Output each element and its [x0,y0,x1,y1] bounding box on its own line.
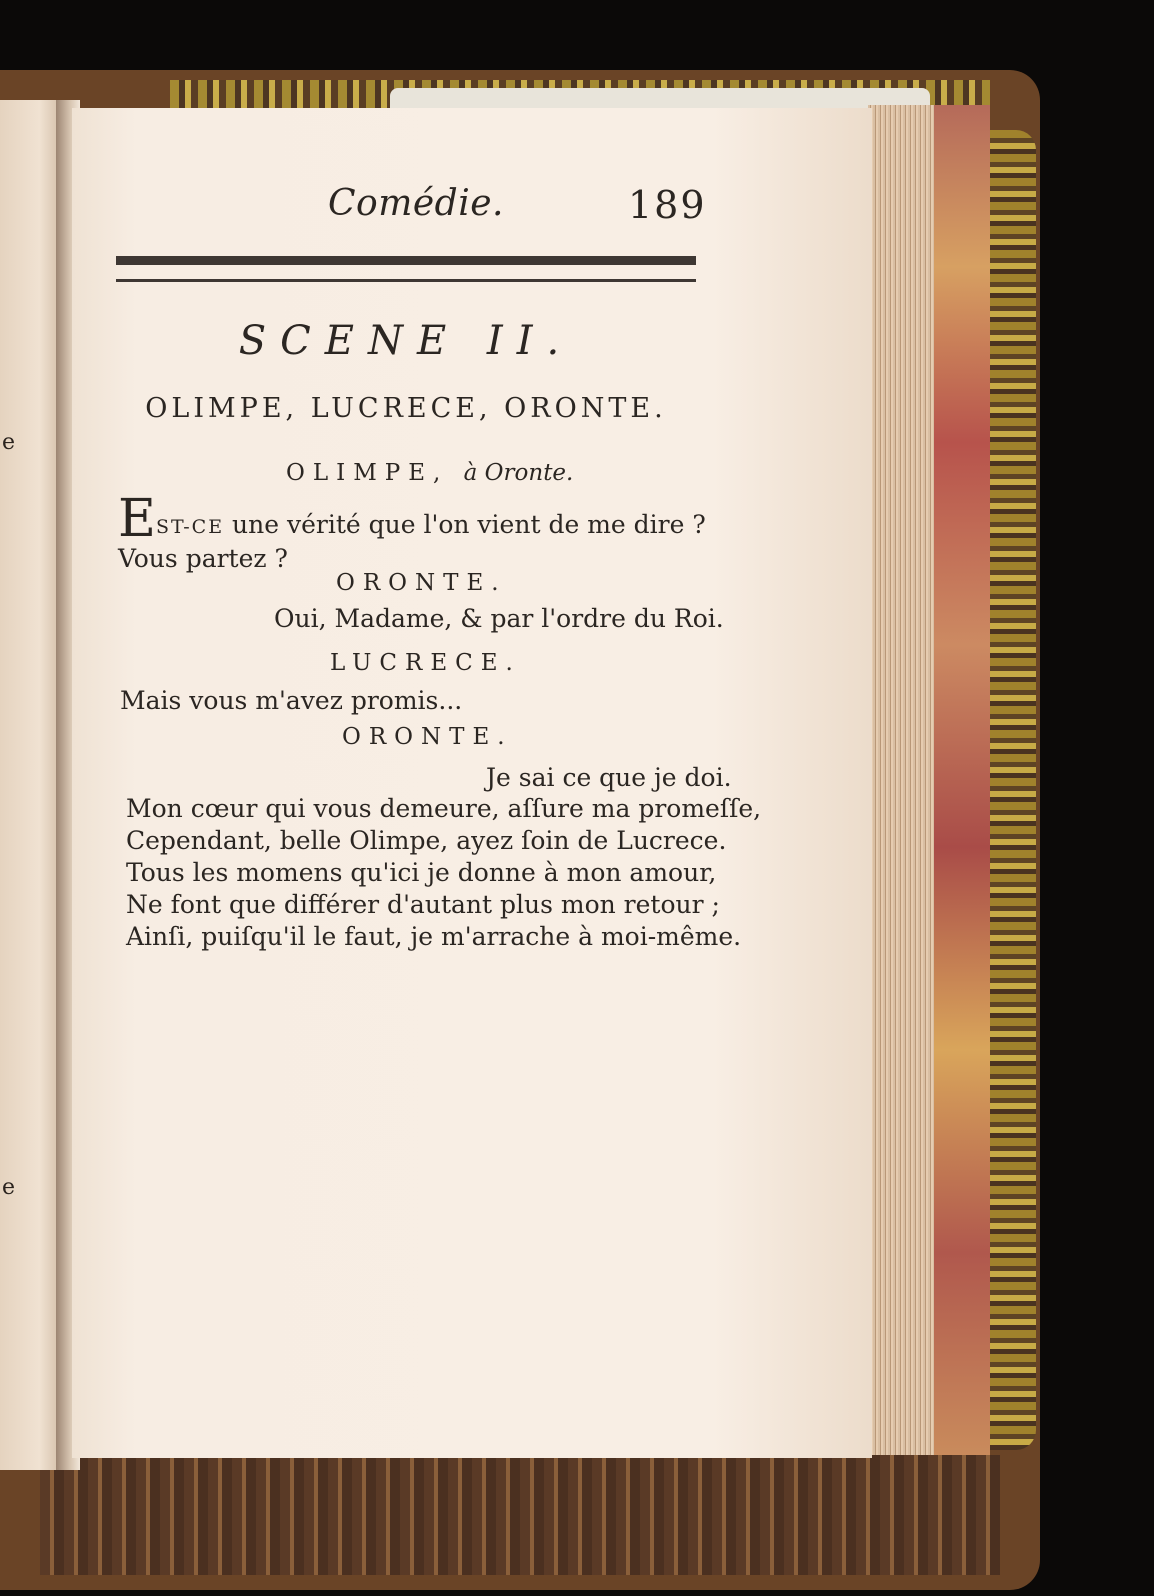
scene-title: SCENE II. [238,318,574,364]
stage-direction: à Oronte. [463,460,574,486]
smallcaps-word: ST-CE [156,516,225,538]
speaker-name: ORONTE. [336,570,507,596]
speaker-name: LUCRECE. [330,650,521,676]
page-number: 189 [628,183,707,227]
verso-letter: e [2,430,16,455]
verse-line: Oui, Madame, & par l'ordre du Roi. [274,604,724,633]
verse-line: Cependant, belle Olimpe, ayez ſoin de Lucrece. [126,826,727,855]
right-page [72,108,872,1458]
header-rule-thin [116,279,696,282]
speaker-name [286,460,573,486]
verse-line: Je sai ce que je doi. [486,763,732,792]
verse-text: une vérité que l'on vient de me dire ? [224,510,706,539]
gilt-spine-edge [988,130,1036,1450]
page-tab [390,88,930,110]
speaker-name: ORONTE. [342,724,513,750]
verse-line: Ainſi, puiſqu'il le faut, je m'arrache à moi-même. [126,922,742,951]
verse-line: Tous les momens qu'ici je donne à mon amour, [126,858,717,887]
verse-line [156,510,706,539]
verse-line: Vous partez ? [118,544,288,573]
cover-bottom-edge [40,1455,1000,1575]
marbled-fore-edge [930,105,990,1455]
running-title: Comédie. [328,183,504,224]
speaker-label: OLIMPE, [286,460,449,486]
cast-list: OLIMPE, LUCRECE, ORONTE. [145,393,667,424]
verse-line: Mon cœur qui vous demeure, aſſure ma promeſſe, [126,794,762,823]
verse-line: Ne font que différer d'autant plus mon retour ; [126,890,720,919]
page-stack-edge [868,105,934,1455]
verse-line: Mais vous m'avez promis... [120,686,463,715]
drop-cap: E [118,489,156,549]
header-rule-thick [116,256,696,265]
verso-letter: e [2,1175,16,1200]
